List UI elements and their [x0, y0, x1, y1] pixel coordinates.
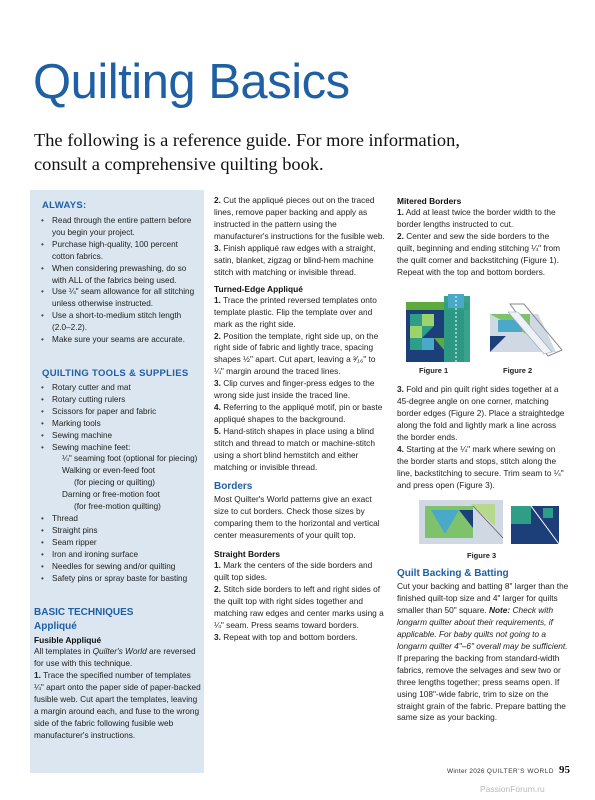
- step-text: Fold and pin quilt right sides together at a 45-degree angle on one corner, matching border edges (Figure 2). Place a straightedge along the fold and lightly mark a line across the border ends.: [397, 384, 565, 442]
- list-item: • Safety pins or spray baste for basting: [40, 573, 200, 585]
- step-text: Cut the appliqué pieces out on the traced lines, remove paper backing and apply as instructed in the pattern using the manufacturer's instructions for the fusible web.: [214, 195, 385, 241]
- column-3-bottom: [397, 567, 569, 724]
- text-run: All templates in: [34, 646, 93, 656]
- turned-edge-heading: Turned-Edge Appliqué: [214, 283, 303, 294]
- straight-step-1: [214, 560, 386, 584]
- list-item: • Rotary cutter and mat: [40, 382, 200, 394]
- step-text: Center and sew the side borders to the quilt, beginning and ending stitching ¼" from the quilt corner and backstitching (Figure 1). Repeat with the top and bottom borders.: [397, 230, 560, 277]
- fusible-applique-heading: Fusible Appliqué: [34, 635, 102, 645]
- always-list: [40, 215, 200, 346]
- list-item: • Purchase high-quality, 100 percent cotton fabrics.: [40, 239, 200, 263]
- basic-techniques-column: [34, 606, 202, 742]
- step-text: Referring to the appliqué motif, pin or baste appliqué shapes to the background.: [214, 402, 383, 425]
- mitered-step-3: [397, 384, 569, 444]
- list-item: • Scissors for paper and fabric: [40, 406, 200, 418]
- step-number: 1.: [214, 559, 221, 570]
- footer-issue: [447, 768, 554, 775]
- step-number: 2.: [214, 583, 221, 594]
- step-number: 3.: [397, 384, 404, 394]
- list-item: • Straight pins: [40, 525, 200, 537]
- list-subitem: ¼" seaming foot (optional for piecing): [62, 454, 198, 464]
- list-item: • Sewing machine feet:: [40, 442, 200, 454]
- backing-text: [397, 581, 569, 724]
- intro-line: The following is a reference guide. For more information,: [34, 130, 460, 150]
- list-item: • When considering prewashing, do so with ALL of the fabrics being used.: [40, 263, 200, 287]
- tools-list: [40, 382, 200, 584]
- turned-step-4: [214, 402, 386, 426]
- figure-1-caption: Figure 1: [419, 366, 449, 375]
- straight-step-3: [214, 632, 386, 644]
- list-item: • Seam ripper: [40, 537, 200, 549]
- step-number: 2.: [214, 195, 221, 205]
- fusible-step-1: [34, 670, 202, 742]
- list-item: • Use a short-to-medium stitch length (2.0–2.2).: [40, 310, 200, 334]
- list-subitem: (for free-motion quilting): [74, 502, 161, 512]
- issue-date: Winter 2026: [447, 768, 485, 775]
- step-text: Add at least twice the border width to the border lengths instructed to cut.: [397, 207, 556, 229]
- step-number: 3.: [214, 378, 221, 389]
- list-subitem: Walking or even-feed foot: [62, 466, 155, 476]
- straight-borders-heading: Straight Borders: [214, 548, 281, 559]
- mitered-step-4: [397, 444, 569, 492]
- figure-1-2-illustration: [398, 292, 568, 362]
- note-label: Note:: [488, 604, 511, 615]
- list-item: • Marking tools: [40, 418, 200, 430]
- borders-heading: Borders: [214, 480, 253, 492]
- step-number: 2.: [214, 330, 221, 341]
- basic-techniques-heading: BASIC TECHNIQUES: [34, 607, 134, 618]
- step-text: Trace the specified number of templates ¼" apart onto the paper side of paper-backed fusible web. Cut apart the templates, leaving a margin around each, and fuse to the wrong side of the fabric following fusible web manufacturer's instructions.: [34, 669, 201, 740]
- list-item: • Rotary cutting rulers: [40, 394, 200, 406]
- mitered-borders-heading: Mitered Borders: [397, 196, 462, 206]
- text-run: are reversed for use with this technique.: [34, 646, 196, 668]
- text-run: Cut your backing and batting 8" larger than the finished quilt-top size and 4" larger for quilts smaller than 50" square.: [397, 581, 569, 615]
- step-text: Starting at the ¼" mark where sewing on the border starts and stops, stitch along the line, backstitching to secure. Trim seam to ¼" and press open (Figure 3).: [397, 443, 564, 490]
- step-text: Mark the centers of the side borders and quilt top sides.: [214, 559, 373, 582]
- straight-step-2: [214, 584, 386, 632]
- list-subitem: (for piecing or quilting): [74, 478, 156, 488]
- always-heading: ALWAYS:: [42, 200, 87, 211]
- turned-step-2: [214, 331, 386, 379]
- column-3-top: [397, 195, 569, 279]
- step-number: 1.: [214, 294, 221, 305]
- list-subitem: Darning or free-motion foot: [62, 490, 160, 500]
- watermark: PassionForum.ru: [480, 784, 545, 794]
- applique-heading: Appliqué: [34, 621, 77, 632]
- list-item: • Needles for sewing and/or quilting: [40, 561, 200, 573]
- step-number: 5.: [214, 426, 221, 437]
- figure-3-caption: Figure 3: [467, 551, 497, 560]
- list-item: • Use ¼" seam allowance for all stitching unless otherwise instructed.: [40, 286, 200, 310]
- list-item: • Thread: [40, 513, 200, 525]
- page-number: 95: [559, 764, 570, 776]
- fusible-step-2: [214, 195, 386, 243]
- list-item: • Make sure your seams are accurate.: [40, 334, 200, 346]
- step-text: Trace the printed reversed templates onto template plastic. Flip the template over and mark as the right side.: [214, 294, 377, 329]
- figure-2-diagram: [490, 304, 562, 356]
- magazine-title: QUILTER'S WORLD: [486, 768, 555, 775]
- figure-3-illustration: [403, 498, 563, 546]
- fusible-intro: [34, 646, 202, 670]
- step-number: 4.: [397, 443, 404, 454]
- step-number: 4.: [214, 402, 221, 413]
- step-number: 2.: [397, 230, 404, 241]
- step-text: Repeat with top and bottom borders.: [220, 631, 358, 642]
- step-text: Hand-stitch shapes in place using a blind stitch and thread to match or machine-stitch using a short blind hemstitch and either matching or invisible thread.: [214, 426, 375, 473]
- note-text: Check with longarm quilter about their requirements, if applicable. For baby quilts not going to a longarm quilter 4"–6" overall may be sufficient.: [397, 604, 568, 651]
- step-number: 1.: [34, 669, 41, 680]
- step-text: Position the template, right side up, on the right side of fabric and lightly trace, spacing shapes ½" apart. Cut apart, leaving a ³⁄₁₆" to ¼" margin around the traced lines.: [214, 330, 379, 377]
- turned-step-3: [214, 378, 386, 402]
- step-text: Finish appliqué raw edges with a straight, satin, blanket, zigzag or blind-hem machine stitch with matching or invisible thread.: [214, 242, 376, 277]
- list-item: • Iron and ironing surface: [40, 549, 200, 561]
- step-number: 3.: [214, 631, 221, 642]
- intro-text: [34, 128, 554, 176]
- step-number: 1.: [397, 207, 404, 217]
- list-item: • Read through the entire pattern before you begin your project.: [40, 215, 200, 239]
- step-text: Stitch side borders to left and right sides of the quilt top with right sides together and matching raw edges and center marks using a ¼" seam. Press seams toward borders.: [214, 583, 384, 630]
- mitered-step-1: [397, 207, 569, 231]
- mitered-step-2: [397, 231, 569, 279]
- column-2: [214, 195, 386, 643]
- borders-intro: Most Quilter's World patterns give an exact size to cut borders. Check those sizes by comparing them to the horizontal and vertical center measurements of your quilt top.: [214, 493, 380, 540]
- intro-line: consult a comprehensive quilting book.: [34, 154, 324, 174]
- backing-batting-heading: Quilt Backing & Batting: [397, 568, 509, 579]
- figure-2-caption: Figure 2: [503, 366, 533, 375]
- step-text: Clip curves and finger-press edges to the wrong side just inside the traced line.: [214, 378, 375, 401]
- page-title: Quilting Basics: [33, 55, 350, 109]
- fusible-step-3: [214, 243, 386, 279]
- column-3-middle: [397, 384, 569, 492]
- tools-heading: QUILTING TOOLS & SUPPLIES: [42, 368, 189, 379]
- turned-step-1: [214, 295, 386, 331]
- list-item: • Sewing machine: [40, 430, 200, 442]
- figure-1-diagram: [406, 292, 470, 362]
- text-run: If preparing the backing from standard-width fabrics, remove the selvages and sew two or three lengths together; press seams open. If using 108"-wide fabric, trim to size on the straight grain of the fabric. Prepare batting the same size as your backing.: [397, 652, 566, 723]
- magazine-name: Quilter's World: [92, 646, 147, 656]
- step-number: 3.: [214, 242, 221, 253]
- turned-step-5: [214, 426, 386, 474]
